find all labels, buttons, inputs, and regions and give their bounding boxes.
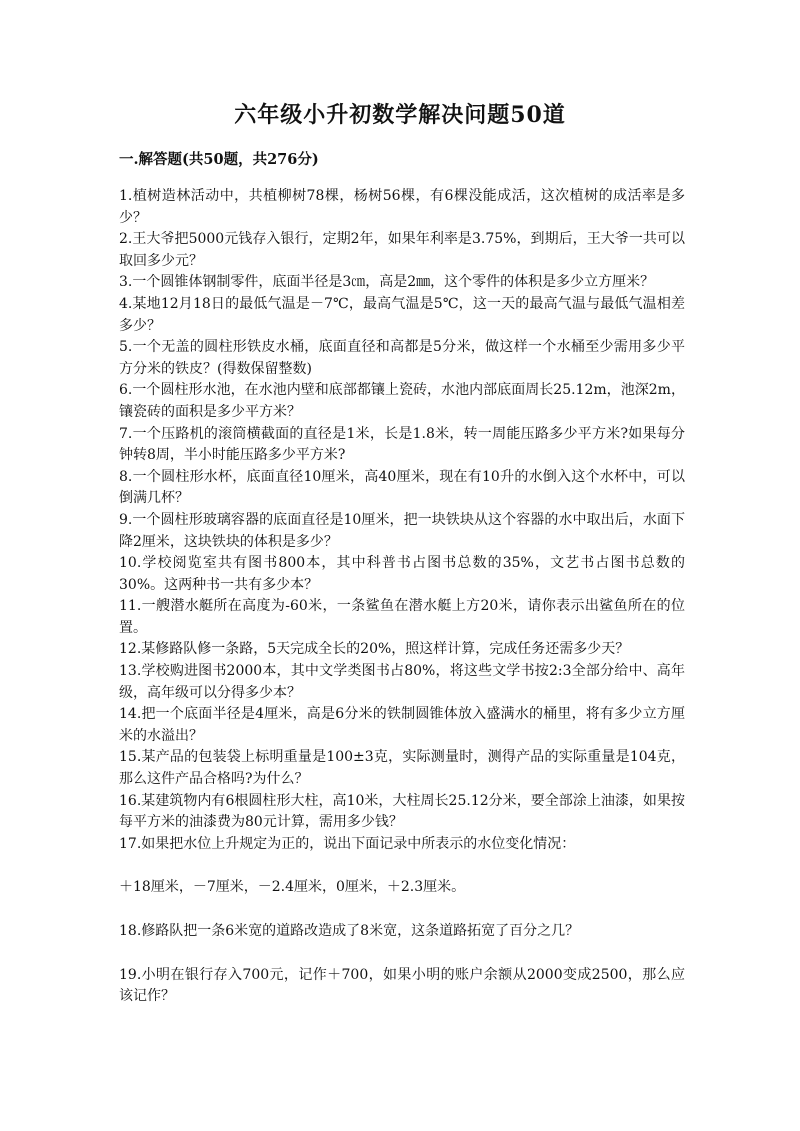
question-item: 11.一艘潜水艇所在高度为-60米，一条鲨鱼在潜水艇上方20米，请你表示出鲨鱼所在的位置。	[119, 598, 685, 636]
question-item: 15.某产品的包装袋上标明重量是100±3克，实际测量时，测得产品的实际重量是104克，那么这件产品合格吗?为什么？	[119, 749, 685, 788]
question-item: 4.某地12月18日的最低气温是－7℃，最高气温是5℃，这一天的最高气温与最低气温相差多少？	[119, 295, 685, 334]
question-item: 16.某建筑物内有6根圆柱形大柱，高10米，大柱周长25.12分米，要全部涂上油漆，如果按每平方米的油漆费为80元计算，需用多少钱？	[119, 792, 685, 831]
blank-line	[119, 855, 685, 877]
question-item: 7.一个压路机的滚筒横截面的直径是1米，长是1.8米，转一周能压路多少平方米?如果每分钟转8周，半小时能压路多少平方米?	[119, 425, 685, 464]
question-item: 1.植树造林活动中，共植柳树78棵，杨树56棵，有6棵没能成活，这次植树的成活率是多少？	[119, 188, 685, 226]
question-item: 14.把一个底面半径是4厘米，高是6分米的铁制圆锥体放入盛满水的桶里，将有多少立方厘米的水溢出？	[119, 706, 685, 744]
blank-line	[119, 943, 685, 965]
section-heading: 一.解答题(共50题，共276分)	[119, 151, 319, 168]
question-item: 5.一个无盖的圆柱形铁皮水桶，底面直径和高都是5分米，做这样一个水桶至少需用多少平方分米的铁皮？(得数保留整数)	[119, 339, 685, 377]
question-item: 3.一个圆锥体钢制零件，底面半径是3㎝，高是2㎜，这个零件的体积是多少立方厘米？	[119, 274, 655, 291]
document-title: 六年级小升初数学解决问题50道	[234, 102, 566, 128]
question-item: 18.修路队把一条6米宽的道路改造成了8米宽，这条道路拓宽了百分之几？	[119, 923, 580, 939]
question-list	[119, 186, 685, 1008]
question-item: 17.如果把水位上升规定为正的，说出下面记录中所表示的水位变化情况：	[119, 835, 576, 852]
question-item: 6.一个圆柱形水池，在水池内壁和底部都镶上瓷砖，水池内部底面周长25.12m，池深2m，镶瓷砖的面积是多少平方米？	[119, 382, 685, 420]
question-item: 19.小明在银行存入700元，记作＋700，如果小明的账户余额从2000变成2500，那么应该记作？	[119, 966, 685, 1005]
question-item: 8.一个圆柱形水杯，底面直径10厘米，高40厘米，现在有10升的水倒入这个水杯中，可以倒满几杯？	[119, 468, 685, 507]
question-item: 13.学校购进图书2000本，其中文学类图书占80%，将这些文学书按2:3全部分给中、高年级，高年级可以分得多少本？	[119, 663, 685, 701]
question-item: 9.一个圆柱形玻璃容器的底面直径是10厘米，把一块铁块从这个容器的水中取出后，水面下降2厘米，这块铁块的体积是多少？	[119, 511, 685, 550]
question-item: 2.王大爷把5000元钱存入银行，定期2年，如果年利率是3.75%，到期后，王大爷一共可以取回多少元？	[119, 231, 685, 269]
question-item: 12.某修路队修一条路，5天完成全长的20%，照这样计算，完成任务还需多少天？	[119, 641, 630, 658]
question-item: 10.学校阅览室共有图书800本，其中科普书占图书总数的35%，文艺书占图书总数的30%。这两种书一共有多少本？	[119, 555, 685, 593]
water-level-records: ＋18厘米，－7厘米，－2.4厘米，0厘米，＋2.3厘米。	[119, 879, 466, 896]
blank-line	[119, 899, 685, 921]
